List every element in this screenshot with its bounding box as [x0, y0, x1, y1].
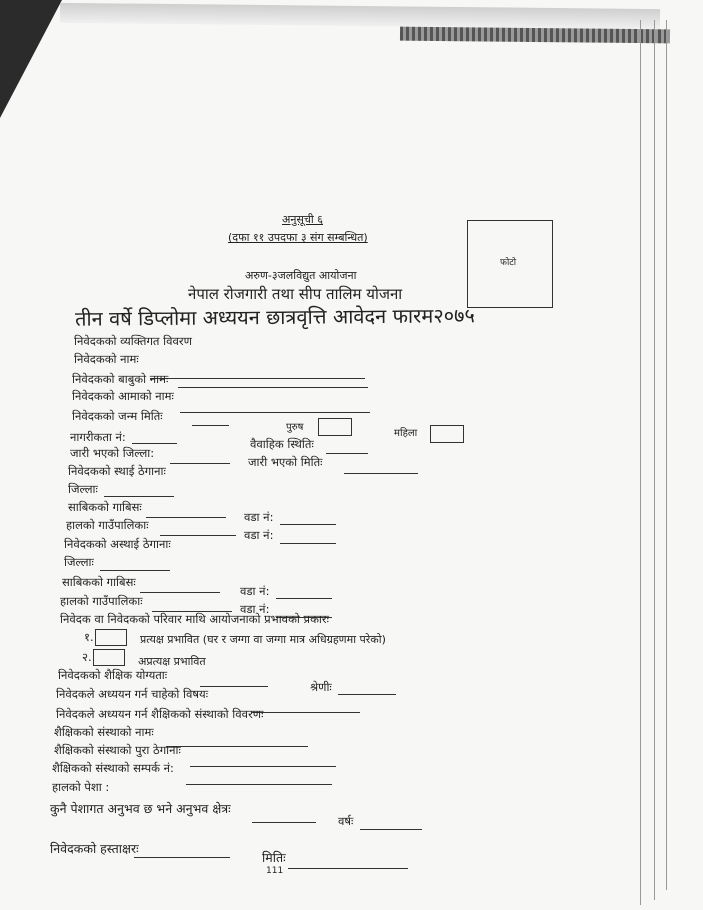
label-ward-2: वडा नं: — [244, 528, 274, 542]
blank-father-name[interactable] — [178, 387, 368, 388]
blank-signature[interactable] — [134, 857, 230, 858]
blank-citizenship-no[interactable] — [132, 443, 177, 444]
photo-label: फोटो — [500, 258, 517, 268]
label-occupation: हालको पेशा : — [52, 780, 110, 794]
label-impact-question: निवेदक वा निवेदकको परिवार माथि आयोजनाको प्रभावको प्रकारः — [60, 612, 329, 626]
blank-date[interactable] — [288, 868, 408, 869]
blank-years[interactable] — [360, 829, 422, 830]
blank-education[interactable] — [200, 686, 268, 687]
label-female: महिला — [394, 428, 418, 439]
label-indirect-impact: अप्रत्यक्ष प्रभावित — [138, 655, 206, 668]
label-male: पुरुष — [286, 422, 304, 433]
paper-edge-line — [654, 20, 655, 900]
blank-district-permanent[interactable] — [104, 496, 174, 497]
label-father-name: निवेदकको बाबुको नामः — [72, 372, 169, 386]
label-institution-section: निवेदकले अध्ययन गर्न शैक्षिकको संस्थाको विवरणः — [56, 707, 264, 721]
blank-current-municipality-permanent[interactable] — [160, 535, 236, 536]
label-issued-district: जारी भएको जिल्ला: — [70, 446, 155, 460]
label-district-permanent: जिल्लाः — [68, 482, 98, 496]
label-institution-contact: शैक्षिकको संस्थाको सम्पर्क नं: — [52, 761, 174, 775]
scan-top-edge — [60, 3, 660, 29]
impact-option-2-number: २. — [82, 650, 92, 664]
checkbox-indirect-impact[interactable] — [93, 649, 125, 666]
section-personal-details: निवेदकको व्यक्तिगत विवरण — [74, 334, 192, 348]
label-ward-4: वडा नं: — [240, 602, 270, 616]
checkbox-direct-impact[interactable] — [95, 629, 127, 646]
label-date-of-birth: निवेदकको जन्म मितिः — [72, 409, 163, 423]
label-ward-1: वडा नं: — [244, 510, 274, 524]
blank-institution-contact[interactable] — [186, 784, 332, 785]
label-date: मितिः — [262, 850, 286, 865]
blank-former-vdc-temporary[interactable] — [140, 592, 220, 593]
label-subject: निवेदकले अध्ययन गर्न चाहेको विषयः — [56, 687, 209, 701]
label-issued-date: जारी भएको मितिः — [248, 455, 323, 469]
label-citizenship-no: नागरीकता नं: — [70, 430, 126, 444]
blank-grade[interactable] — [338, 694, 396, 695]
label-marital-status: वैवाहिक स्थितिः — [250, 437, 314, 451]
blank-ward-2[interactable] — [280, 543, 336, 544]
photo-box — [467, 220, 553, 308]
impact-option-1-number: १. — [84, 630, 94, 644]
blank-issued-date[interactable] — [344, 473, 418, 474]
label-former-vdc-permanent: साबिकको गाबिसः — [68, 500, 142, 514]
label-current-municipality-permanent: हालको गाउँपालिकाः — [66, 518, 149, 532]
blank-experience[interactable] — [252, 822, 316, 823]
label-mother-name: निवेदकको आमाको नामः — [72, 389, 174, 403]
label-experience: कुनै पेशागत अनुभव छ भने अनुभव क्षेत्रः — [50, 801, 231, 816]
label-institution-name: शैक्षिकको संस्थाको नामः — [54, 725, 154, 739]
paper-edge-line — [666, 20, 667, 890]
label-direct-impact: प्रत्यक्ष प्रभावित (घर र जग्गा वा जग्गा मात्र अधिग्रहणमा परेको) — [140, 633, 386, 646]
program-name: नेपाल रोजगारी तथा सीप तालिम योजना — [188, 285, 403, 303]
organization-name: अरुण-३जलविद्युत आयोजना — [245, 269, 357, 282]
blank-mother-name[interactable] — [180, 412, 370, 413]
blank-marital-status[interactable] — [326, 453, 368, 454]
scan-shadow-corner — [0, 0, 62, 118]
blank-district-temporary[interactable] — [100, 570, 170, 571]
blank-institution-address[interactable] — [190, 766, 336, 767]
paper-edge-line — [640, 20, 641, 905]
blank-ward-3[interactable] — [276, 598, 332, 599]
blank-institution-name[interactable] — [166, 746, 308, 747]
blank-issued-district[interactable] — [170, 463, 230, 464]
label-applicant-name: निवेदकको नामः — [74, 352, 139, 366]
blank-former-vdc-permanent[interactable] — [146, 517, 226, 518]
label-temporary-address: निवेदकको अस्थाई ठेगानाः — [64, 537, 171, 551]
label-signature: निवेदकको हस्ताक्षरः — [50, 841, 139, 856]
label-current-municipality-temporary: हालको गाउँपालिकाः — [60, 594, 143, 608]
label-grade: श्रेणीः — [310, 680, 332, 694]
blank-subject[interactable] — [252, 712, 360, 713]
label-former-vdc-temporary: साबिकको गाबिसः — [62, 575, 136, 589]
label-permanent-address: निवेदकको स्थाई ठेगानाः — [68, 464, 166, 478]
label-education: निवेदकको शैक्षिक योग्यताः — [58, 668, 168, 682]
label-district-temporary: जिल्लाः — [64, 555, 94, 569]
checkbox-male[interactable] — [318, 418, 352, 436]
scan-top-stack — [400, 27, 670, 44]
form-title: तीन वर्षे डिप्लोमा अध्ययन छात्रवृत्ति आवेदन फारम२०७५ — [74, 303, 475, 331]
annex-reference: (दफा ११ उपदफा ३ संग सम्बन्धित) — [228, 231, 368, 244]
blank-applicant-name[interactable] — [150, 378, 365, 379]
blank-date-of-birth[interactable] — [192, 425, 229, 426]
checkbox-female[interactable] — [430, 425, 464, 443]
label-ward-3: वडा नं: — [240, 584, 270, 598]
label-years: वर्षः — [338, 814, 354, 828]
label-institution-address: शैक्षिकको संस्थाको पुरा ठेगानाः — [54, 743, 181, 757]
annex-label: अनुसूची ६ — [282, 213, 323, 226]
blank-ward-1[interactable] — [280, 524, 336, 525]
page-number: 111 — [266, 866, 284, 876]
